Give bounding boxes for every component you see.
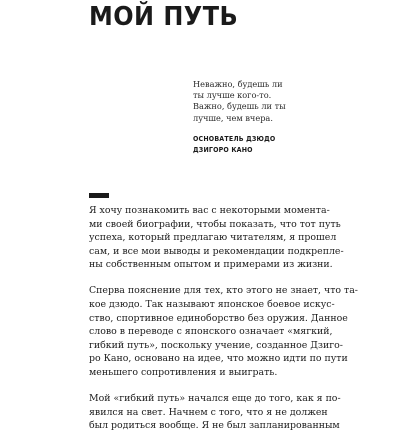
attribution-line: ДЗИГОРО КАНО [193, 146, 253, 154]
paragraph [89, 392, 341, 433]
epigraph-line: лучше, чем вчера. [193, 112, 273, 123]
text-line: слово в переводе с японского означает «мягкий, [89, 326, 333, 338]
section-divider-mark [89, 193, 109, 198]
epigraph-line: ты лучше кого-то. [193, 90, 272, 101]
text-line: Мой «гибкий путь» начался еще до того, как я по- [89, 392, 341, 404]
epigraph [193, 79, 343, 124]
text-line: сам, и все мои выводы и рекомендации подкрепле- [89, 245, 344, 257]
text-line: успеха, который предлагаю читателям, я прошел [89, 232, 337, 244]
epigraph-line: Важно, будешь ли ты [193, 101, 286, 112]
text-line: гибкий путь», поскольку учение, созданное Дзиго- [89, 339, 343, 351]
text-line: меньшего сопротивления и выиграть. [89, 366, 278, 378]
epigraph-line: Неважно, будешь ли [193, 79, 283, 89]
text-line: ро Кано, основано на идее, что можно идти по пути [89, 353, 348, 365]
text-line: ство, спортивное единоборство без оружия. Данное [89, 312, 348, 324]
text-line: ны собственным опытом и примерами из жизни. [89, 259, 333, 271]
text-line: Я хочу познакомить вас с некоторыми момента- [89, 205, 330, 216]
paragraph [89, 284, 358, 379]
body-text [89, 204, 358, 445]
text-line: Сперва пояснение для тех, кто этого не знает, что та- [89, 285, 358, 297]
text-line: явился на свет. Начнем с того, что я не должен [89, 406, 328, 418]
text-line: был родиться вообще. Я не был запланированным [89, 420, 340, 432]
paragraph [89, 204, 344, 272]
text-line: кое дзюдо. Так называют японское боевое искус- [89, 298, 335, 310]
attribution-line: ОСНОВАТЕЛЬ ДЗЮДО [193, 135, 276, 143]
epigraph-attribution [193, 134, 328, 156]
chapter-title: МОЙ ПУТЬ [89, 2, 239, 32]
text-line: ми своей биографии, чтобы показать, что тот путь [89, 218, 341, 230]
